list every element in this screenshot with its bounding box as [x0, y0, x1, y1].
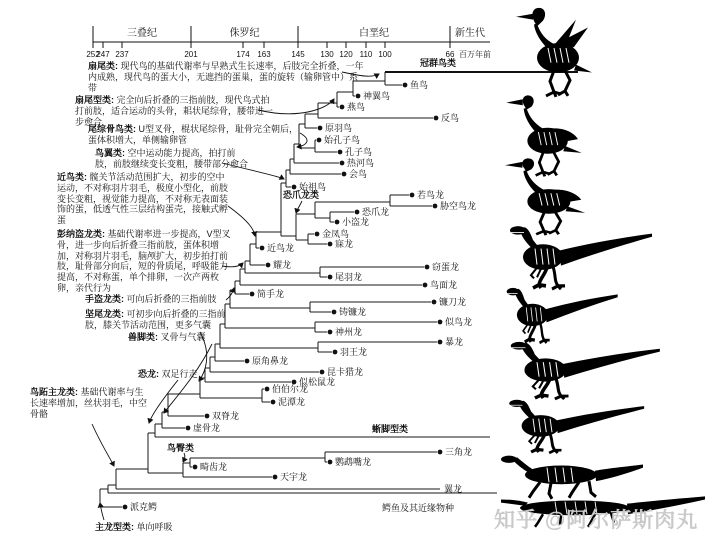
period-label: 三叠纪 [127, 28, 157, 39]
front-legs [529, 482, 552, 499]
avialae-description: 空中运动能力提高，拍打前肢，前肢继续变长变粗，腰带部分愈合 [95, 148, 249, 169]
ornithuromorpha-annotation [75, 95, 275, 127]
skull [509, 400, 524, 407]
taxon-dot [193, 465, 198, 470]
clade-label: 冠群鸟类 [420, 58, 457, 68]
taxon-dot [438, 320, 443, 325]
taxon-label: 孔子鸟 [345, 147, 373, 158]
tail [559, 234, 652, 266]
tail [556, 406, 644, 433]
crown-bird-skeleton [516, 8, 592, 97]
tail [566, 206, 586, 213]
taxon-dot [356, 94, 361, 99]
taxon-dot [318, 126, 323, 131]
tetanurae-description: 可初步向后折叠的三指前肢，膝关节活动范围，更多气囊 [85, 309, 226, 330]
taxon-dot [186, 426, 191, 431]
tail [563, 146, 581, 153]
dromaeosaur-skeleton [510, 226, 652, 289]
leg [540, 323, 550, 343]
taxon-label: 原羽鸟 [325, 123, 353, 134]
leg [536, 213, 551, 235]
taxon-dot [425, 265, 430, 270]
taxon-dot [273, 475, 278, 480]
paraves-description: 髋关节活动范围扩大，初步的空中运动，不对称羽片羽毛，极度小型化，前肢变长变粗，视觉能力提高，不对称无表面装饰的蛋，低透气性三层结构蛋壳，接触式孵蛋 [57, 172, 229, 226]
clade-label: 鳄鱼及其近缘物种 [382, 503, 455, 513]
taxon-dot [317, 138, 322, 143]
ornithomimosaur-skeleton [511, 342, 660, 399]
taxon-label: 神翼鸟 [363, 91, 391, 102]
archosauromorpha-term: 主龙型类: [95, 522, 137, 532]
leg [555, 379, 569, 399]
age-tick-label: 237 [115, 50, 129, 59]
age-tick-label: 247 [96, 50, 110, 59]
taxon-dot [335, 220, 340, 225]
taxon-label: 似松鼠龙 [299, 377, 336, 388]
avialae-term: 鸟翼类: [95, 148, 128, 158]
taxon-label: 窃蛋龙 [432, 262, 460, 273]
taxon-dot [205, 414, 210, 419]
period-label: 白垩纪 [359, 28, 389, 39]
taxon-dot [271, 400, 276, 405]
taxon-label: 泥潭龙 [278, 397, 306, 408]
ornithuromorpha-description: 完全向后折叠的三指前肢，现代鸟式拍打前肢，适合运动的头骨，耜状尾综骨，腰带进一步愈合 [75, 95, 274, 127]
archosauromorpha-description: 单向呼吸 [136, 522, 173, 532]
skull [523, 95, 534, 109]
leg [536, 153, 550, 176]
beak [505, 162, 523, 168]
basal-dinosauromorph-skeleton [501, 456, 643, 499]
taxon-label: 似鸟龙 [445, 317, 473, 328]
taxon-label: 寐龙 [335, 239, 354, 250]
ornithischia-arrow [183, 453, 185, 462]
taxon-dot [438, 340, 443, 345]
theropoda-term: 兽脚类: [128, 332, 161, 342]
taxon-label: 天宇龙 [280, 472, 308, 483]
taxon-dot [432, 300, 437, 305]
leg [549, 211, 561, 234]
watermark: 知乎 @阿尔萨斯肉丸 [494, 509, 699, 532]
beak [506, 99, 523, 105]
body [523, 244, 563, 270]
body [522, 415, 560, 437]
tetanurae-annotation [85, 309, 235, 331]
clade-label: 鸟臀类 [167, 443, 195, 453]
clade-label: 恐爪龙类 [283, 190, 320, 200]
beak [516, 14, 533, 20]
pygostylia-annotation [88, 124, 303, 146]
skull [511, 342, 528, 350]
tail [595, 464, 643, 481]
skull [522, 158, 534, 171]
archosauromorpha-arrow [100, 503, 104, 520]
avemetatarsalia-arrow [92, 424, 114, 466]
age-tick-label: 110 [359, 50, 373, 59]
dinosauria-annotation [138, 369, 228, 380]
taxon-dot [123, 505, 128, 510]
taxon-label: 金凤鸟 [322, 229, 350, 240]
taxon-dot [342, 172, 347, 177]
taxon-dot [328, 275, 333, 280]
taxon-label: 恐爪龙 [362, 207, 390, 218]
paraves-annotation [57, 172, 229, 226]
period-label: 侏罗纪 [229, 28, 260, 39]
age-tick-label: 174 [236, 50, 250, 59]
taxon-label: 暴龙 [445, 337, 464, 348]
body [524, 358, 566, 381]
ornithurae-annotation [88, 61, 366, 93]
taxon-label: 会鸟 [349, 169, 368, 180]
paraves-term: 近鸟类: [57, 172, 90, 182]
period-label: 新生代 [455, 28, 485, 39]
pennaraptora-description: 基础代谢率进一步提高，V型叉骨，进一步向后折叠三指前肢，蛋体积增加，对称羽片羽毛，脑颅扩大，初步拍打前肢，耻骨部分向后，短的骨质尾，呼吸能力提高，不对称蛋，单个排卵，一次产两枚卵，亲代行为 [57, 229, 231, 293]
taxon-dot [403, 83, 408, 88]
pygostylia-term: 尾综骨鸟类: [88, 124, 139, 134]
taxon-label: 双脊龙 [212, 411, 240, 422]
dinosauria-description: 双足行走 [161, 369, 198, 379]
taxon-label: 铸镰龙 [339, 307, 367, 318]
maniraptora-term: 手盗龙类: [85, 294, 127, 304]
pennaraptora-term: 彭纳盗龙类: [57, 229, 108, 239]
taxon-dot [292, 185, 297, 190]
taxon-dot [332, 310, 337, 315]
age-tick-label: 120 [339, 50, 353, 59]
taxon-dot [355, 210, 360, 215]
skeleton-illustrations [501, 8, 705, 527]
taxon-label: 畸齿龙 [200, 462, 228, 473]
taxon-label: 鸟面龙 [430, 280, 458, 291]
taxon-label: 原角鼻龙 [252, 356, 289, 367]
raised-wing [554, 20, 588, 51]
avemetatarsalia-annotation [30, 387, 150, 419]
geologic-timeline [86, 26, 491, 59]
taxon-dot [338, 150, 343, 155]
clade-label: 蜥脚型类 [372, 424, 409, 434]
taxon-dot [260, 246, 265, 251]
deinonychosauria-arrow [296, 201, 302, 213]
taxon-label: 鹦鹉嘴龙 [335, 457, 372, 468]
pennaraptora-annotation [57, 229, 232, 294]
ornithuromorpha-term: 扇尾型类: [75, 95, 117, 105]
tetanurae-term: 坚尾龙类: [85, 309, 127, 319]
enantiornithine-bird-skeleton [505, 158, 585, 235]
taxon-label: 三角龙 [445, 447, 473, 458]
taxon-label: 伯伯尔龙 [272, 384, 309, 395]
avemetatarsalia-description: 基础代谢率与生长速率增加，丝状羽毛，中空骨骼 [30, 387, 148, 419]
taxon-label: 昆卡猎龙 [327, 367, 364, 378]
age-tick-label: 145 [291, 50, 305, 59]
taxon-dot [245, 359, 250, 364]
leg [552, 267, 565, 289]
taxon-dot [265, 387, 270, 392]
taxon-label: 近鸟龙 [267, 243, 295, 254]
tail [545, 294, 618, 322]
basal-theropod-skeleton [509, 400, 644, 453]
taxon-dot [266, 263, 271, 268]
taxon-label: 镰刀龙 [439, 297, 467, 308]
taxon-dot [438, 450, 443, 455]
skull [507, 288, 520, 295]
theropoda-annotation [128, 332, 238, 343]
taxon-dot [328, 242, 333, 247]
body [517, 304, 548, 326]
taxon-label: 虚骨龙 [193, 423, 221, 434]
body [525, 466, 597, 485]
taxon-label: 小盗龙 [342, 217, 370, 228]
taxon-dot [423, 283, 428, 288]
taxon-dot [433, 204, 438, 209]
ornithurae-description: 现代鸟的基础代谢率与早熟式生长速率，后肢完全折叠，一年内成熟，现代鸟的蛋大小，无遮挡的蛋巢，蛋的旋转（输卵管中）系带 [88, 61, 364, 93]
taxon-dot [340, 161, 345, 166]
maniraptora-annotation [85, 294, 245, 305]
taxon-dot [250, 292, 255, 297]
leg [548, 151, 559, 175]
leg [549, 434, 561, 453]
age-tick-label: 130 [320, 50, 334, 59]
skull [510, 226, 526, 235]
taxon-label: 燕鸟 [347, 102, 366, 113]
age-tick-label: 252 [86, 50, 100, 59]
taxon-dot [410, 193, 415, 198]
taxon-label: 热河鸟 [347, 158, 375, 169]
age-tick-label: 66 [445, 50, 455, 59]
dinosauria-term: 恐龙: [138, 369, 162, 379]
taxon-label: 若鸟龙 [417, 190, 445, 201]
maniraptora-description: 可向后折叠的三指前肢 [126, 294, 217, 304]
taxon-label: 简手龙 [257, 289, 285, 300]
archosauromorpha-annotation [95, 522, 235, 533]
taxon-dot [333, 350, 338, 355]
ornithurae-term: 扇尾类: [88, 61, 121, 71]
paraves-arrow [228, 206, 255, 236]
taxon-label: 胁空鸟龙 [440, 201, 477, 212]
taxon-dot [320, 370, 325, 375]
clade-label: 翼龙 [444, 484, 463, 494]
taxon-label: 神州龙 [335, 327, 363, 338]
skull [501, 456, 517, 463]
taxon-label: 羽王龙 [340, 347, 368, 358]
taxon-label: 反鸟 [441, 113, 460, 124]
age-tick-label: 163 [257, 50, 271, 59]
tail [562, 349, 660, 378]
taxon-label: 鱼鸟 [410, 80, 429, 91]
taxon-label: 始孔子鸟 [324, 135, 361, 146]
taxon-dot [328, 460, 333, 465]
age-unit-label: 百万年前 [459, 50, 491, 59]
age-tick-label: 100 [378, 50, 392, 59]
taxon-dot [328, 330, 333, 335]
taxon-dot [315, 232, 320, 237]
oviraptorosaur-skeleton [507, 288, 618, 343]
taxon-label: 耀龙 [273, 260, 292, 271]
taxon-dot [434, 116, 439, 121]
avialae-annotation [95, 148, 253, 170]
taxon-label: 始祖鸟 [299, 182, 327, 193]
age-tick-label: 201 [184, 50, 198, 59]
taxon-label: 派克鳄 [130, 502, 158, 513]
theropoda-description: 叉骨与气囊 [160, 332, 206, 342]
pygostylia-description: U型叉骨，棍状尾综骨，耻骨完全朝后，蛋体积增大，单侧输卵管 [88, 124, 299, 145]
avemetatarsalia-term: 鸟跖主龙类: [30, 387, 81, 397]
skull [532, 8, 545, 26]
taxon-label: 尾羽龙 [335, 272, 363, 283]
taxon-dot [340, 105, 345, 110]
